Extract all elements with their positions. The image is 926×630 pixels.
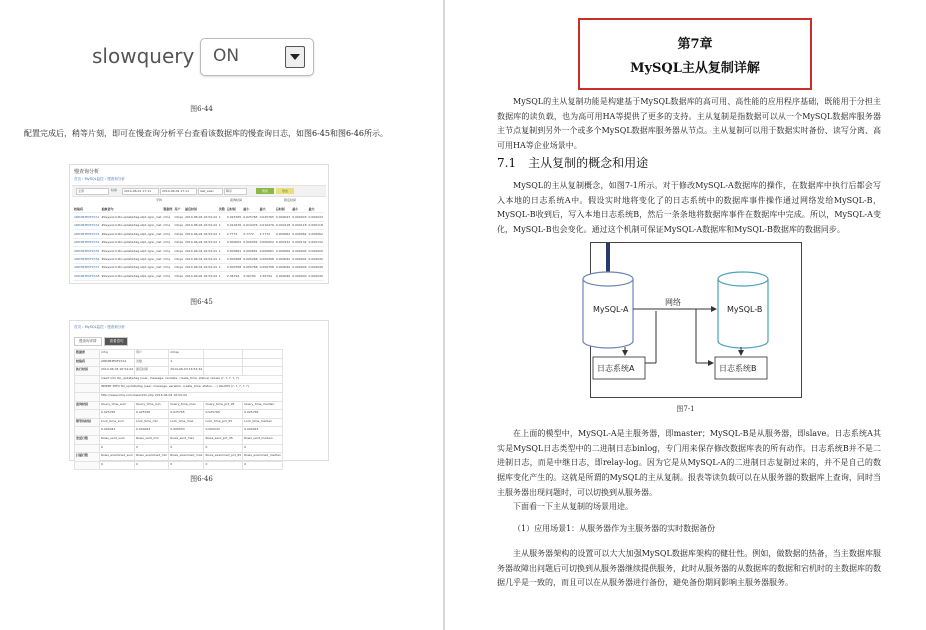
detail-value: Rows_sent_min — [135, 435, 169, 444]
table-cell: 0.000052 — [226, 238, 242, 246]
table-cell: 1 — [218, 263, 226, 271]
figure-caption-7-1: 图7-1 — [676, 405, 695, 413]
table-cell: 0.000052 — [259, 238, 275, 246]
breadcrumb: 首页 › MySQL监控 › 慢查询分析 — [74, 177, 125, 181]
table-cell: 0.000049 — [308, 263, 324, 271]
table-cell: 0.000132 — [308, 238, 324, 246]
table-cell: #keyword-tbl-update/tag-stp1-lgnn_inst — [100, 246, 162, 254]
table-cell: 1 — [218, 230, 226, 238]
table-header-cell[interactable]: 次数 — [218, 205, 226, 213]
group-headers — [70, 198, 328, 204]
detail-table — [74, 349, 283, 470]
detail-value: Lock_time_max — [169, 418, 204, 427]
table-cell: mhqe — [173, 213, 184, 221]
detail-value — [204, 367, 243, 376]
table-cell: 0.000118 — [275, 221, 291, 229]
table-header-cell[interactable]: 抽象语句 — [100, 205, 162, 213]
table-cell[interactable]: A8D2B3E0F97A3 — [73, 230, 100, 238]
table-header-row — [73, 205, 324, 213]
table-cell: 0.000661 — [242, 246, 258, 254]
detail-value — [243, 350, 283, 359]
detail-value: Lock_time_sum — [100, 418, 135, 427]
detail-value: 0 — [100, 444, 135, 453]
table-cell: 0.025765 — [226, 213, 242, 221]
detail-value: 2014-06-04 16:54:44 — [100, 367, 135, 376]
table-cell: 0.000000 — [308, 246, 324, 254]
table-cell: 0.000062 — [291, 230, 307, 238]
table-cell: mhqe — [173, 263, 184, 271]
detail-value: mhqe — [169, 350, 204, 359]
table-cell[interactable]: A8D2B3E0F97A5 — [73, 246, 100, 254]
log-a-label: 日志系统A — [597, 364, 635, 373]
table-cell: 0.000000 — [291, 246, 307, 254]
table-cell: 2014-06-04 16:54:44 — [184, 221, 218, 229]
table-header-cell[interactable]: 校验码 — [73, 205, 100, 213]
detail-value: Rows_examined_median — [243, 453, 283, 462]
table-cell: mhqe — [173, 230, 184, 238]
slowquery-setting — [90, 36, 320, 80]
search-button[interactable]: 搜索 — [256, 188, 274, 194]
table-cell: 2.36794 — [226, 272, 242, 280]
detail-value: Rows_sent_sum — [100, 435, 135, 444]
table-cell[interactable]: A8D2B3E0F97A6 — [73, 255, 100, 263]
table-cell: 0.000040 — [308, 272, 324, 280]
table-header-cell[interactable]: 最大 — [259, 205, 275, 213]
sort-order-select[interactable]: 降序 — [224, 188, 247, 195]
table-cell: 1 — [218, 213, 226, 221]
table-cell: 0.000062 — [308, 230, 324, 238]
table-cell: 1 — [218, 255, 226, 263]
table-cell: 1 — [218, 238, 226, 246]
table-cell[interactable]: A8D2B3E0F97A4 — [73, 238, 100, 246]
table-cell: 0.000042 — [291, 255, 307, 263]
detail-value — [243, 358, 283, 367]
group-header-query: 查询时间 — [230, 198, 243, 202]
slow-query-list-screenshot — [69, 164, 329, 284]
detail-value: 最后时间 — [135, 367, 169, 376]
table-cell: mhqe — [173, 255, 184, 263]
detail-value: Rows_sent_median — [243, 435, 283, 444]
table-cell: 0.010476 — [242, 221, 258, 229]
detail-value: Query_time_sum — [100, 401, 135, 410]
table-cell: 0.000000 — [275, 246, 291, 254]
detail-row — [75, 375, 283, 384]
detail-value — [204, 350, 243, 359]
model-paragraph: 在上面的模型中，MySQL-A是主服务器，即master；MySQL-B是从服务器，即slave。日志系统A其实是MySQL日志类型中的二进制日志binlog，专门用来保存修改数据库表的所有动作。日志系统B并不是二进制日志，而是中继日志，即relay-log。因为它是从MySQL-A的二进制日志复制过来的，并不是自己的数据库变化产生的。这就是所谓的MySQL的主从复制。报表等读负载可以在从服务器的数据库上查询，同时当主服务器出现问题时，可以切换到从服务器。 — [497, 429, 881, 497]
detail-label — [75, 384, 100, 393]
detail-value: Query_time_median — [243, 401, 283, 410]
table-cell: mhq — [162, 221, 173, 229]
table-row[interactable] — [73, 255, 324, 263]
table-cell: #keyword-tbl-update/tag-stp1-lgnn_inst — [100, 213, 162, 221]
table-cell: #keyword-tbl-update/tag-stp1-lgnn_inst — [100, 263, 162, 271]
table-cell: 1 — [218, 272, 226, 280]
detail-label: 锁等待时间 — [75, 418, 100, 427]
table-cell: 0.000040 — [291, 272, 307, 280]
sort-field-select[interactable]: last_exec — [198, 188, 223, 195]
slowquery-label: slowquery — [92, 44, 195, 68]
table-cell: 2014-06-04 16:54:44 — [184, 246, 218, 254]
table-header-cell[interactable]: 数据库 — [162, 205, 173, 213]
table-cell: 2014-06-04 16:54:44 — [184, 272, 218, 280]
breadcrumb: 首页 › MySQL监控 › 慢查询分析 — [74, 325, 125, 329]
table-cell: 0.000118 — [308, 221, 324, 229]
chapter-heading-box — [578, 18, 812, 90]
detail-label — [75, 392, 100, 401]
detail-row — [75, 435, 283, 444]
detail-value: Lock_time_pct_95 — [204, 418, 243, 427]
slowquery-select[interactable] — [200, 38, 314, 76]
mysql-a-label: MySQL-A — [593, 305, 629, 314]
table-cell: 0.000043 — [275, 213, 291, 221]
detail-value: 0.000043 — [204, 427, 243, 436]
detail-value: 0 — [204, 461, 243, 470]
table-cell: 2.36794 — [259, 272, 275, 280]
table-cell: #keyword-tbl-update/tag-stp1-lgnn_inst — [100, 221, 162, 229]
table-header-cell[interactable]: 总时间 — [275, 205, 291, 213]
figure-caption-6-44: 图6-44 — [190, 105, 213, 113]
detail-row — [75, 418, 283, 427]
table-cell: 0.000118 — [291, 221, 307, 229]
detail-value: Query_time_min — [135, 401, 169, 410]
table-cell: 0.000040 — [275, 272, 291, 280]
mysql-b-label: MySQL-B — [727, 305, 763, 314]
filter-bar — [72, 185, 326, 197]
detail-value: 2014-06-04 16:54:44 — [169, 367, 204, 376]
scenario-1-paragraph: 主从服务器架构的设置可以大大加强MySQL数据库架构的健壮性。例如，做数据的热备，当主数据库服务器故障出问题后可切换到从服务器继续提供服务，此时从服务器的从数据库的数据和宕机时的主数据库的数据几乎是一致的，而且可以在从服务器进行备份，避免备份期间影响主服务器服务。 — [497, 549, 881, 588]
table-cell: #keyword-tbl-update/tag-stp1-lgnn_inst — [100, 238, 162, 246]
table-cell: 0.010476 — [259, 221, 275, 229]
chapter-intro: MySQL的主从复制功能是构建基于MySQL数据库的高可用、高性能的应用程序基础，既能用于分担主数据库的读负载，也为高可用HA等提供了更多的支持。主从复制是指数据可以从一个MySQL数据库服务器主节点复制到另外一个或多个MySQL数据库服务器从节点。主从复制可以用于数据实时备份、读写分离、高可用HA等企业场景中。 — [497, 97, 881, 151]
chapter-number: 第7章 — [677, 37, 713, 52]
table-cell: 2.7772 — [242, 230, 258, 238]
table-cell[interactable]: A8D2B3E0F97A2 — [73, 221, 100, 229]
table-cell: mhqe — [173, 238, 184, 246]
right-page — [445, 0, 926, 630]
table-header-cell[interactable]: 最后时间 — [184, 205, 218, 213]
end-time-input[interactable]: 2014-06-04 17:11 — [160, 188, 197, 195]
detail-value: 0.000043 — [135, 427, 169, 436]
table-cell: 0.000042 — [308, 255, 324, 263]
detail-label — [75, 461, 100, 470]
detail-value: 0 — [100, 461, 135, 470]
detail-value: 0.000043 — [243, 427, 283, 436]
detail-value: Rows_examined_max — [169, 453, 204, 462]
detail-value: 0 — [135, 444, 169, 453]
detail-label: 数据库 — [75, 350, 100, 359]
table-cell: 2014-06-04 16:54:44 — [184, 238, 218, 246]
table-cell[interactable]: A8D2B3E0F97A1 — [73, 213, 100, 221]
table-cell: 2.36794 — [242, 272, 258, 280]
export-button[interactable]: 导出 — [276, 188, 294, 194]
scenario-1-heading: （1）应用场景1：从服务器作为主服务器的实时数据备份 — [513, 524, 716, 533]
detail-row — [75, 350, 283, 359]
replication-diagram — [590, 242, 802, 398]
table-cell: 0.025765 — [242, 213, 258, 221]
detail-value: 0.025765 — [100, 410, 135, 419]
table-cell: 2.7772 — [259, 230, 275, 238]
table-cell: 0.000049 — [291, 263, 307, 271]
db-filter[interactable]: 全部 — [76, 188, 109, 195]
table-cell: #keyword-tbl-update/tag-stp1-lgnn_inst — [100, 272, 162, 280]
detail-value: 0.025765 — [169, 410, 204, 419]
detail-label: 校验码 — [75, 358, 100, 367]
tab-detail[interactable]: 慢查询详情 — [74, 337, 102, 346]
detail-value: 0 — [204, 444, 243, 453]
table-cell: mhqe — [173, 272, 184, 280]
detail-value: Rows_sent_pct_95 — [204, 435, 243, 444]
detail-row — [75, 367, 283, 376]
slowquery-value: ON — [213, 46, 240, 66]
table-cell: #keyword-tbl-update/tag-stp1-lgnn_inst — [100, 255, 162, 263]
detail-value: 0 — [243, 461, 283, 470]
table-header-cell[interactable]: 用户 — [173, 205, 184, 213]
detail-row — [75, 453, 283, 462]
detail-value: insert into tbl_update/tag (user, message, variable, create_time, status) values (?, ?, ?, ?, ?) — [100, 375, 283, 384]
detail-value: Rows_sent_max — [169, 435, 204, 444]
detail-value: Rows_examined_sum — [100, 453, 135, 462]
table-cell: 0.000042 — [275, 255, 291, 263]
table-cell: 1 — [218, 246, 226, 254]
detail-value: 0.025765 — [135, 410, 169, 419]
table-cell: 0.000049 — [275, 263, 291, 271]
body-paragraph: 配置完成后，稍等片刻，即可在慢查询分析平台查看该数据库的慢查询日志，如图6-45和图6-46所示。 — [24, 129, 388, 138]
detail-value: Lock_time_median — [243, 418, 283, 427]
detail-row — [75, 401, 283, 410]
table-header-cell[interactable]: 最大 — [308, 205, 324, 213]
detail-tabs — [74, 337, 130, 345]
section-heading: 7.1 主从复制的概念和用途 — [497, 156, 649, 170]
detail-value: 0 — [169, 461, 204, 470]
screenshot-title: 慢查询分析 — [74, 169, 100, 175]
table-cell: mhq — [162, 230, 173, 238]
detail-row — [75, 427, 283, 436]
table-row[interactable] — [73, 272, 324, 280]
table-cell: 0.010476 — [226, 221, 242, 229]
figure-caption-6-46: 图6-46 — [190, 475, 213, 483]
table-header-cell[interactable]: 最小 — [291, 205, 307, 213]
table-header-cell[interactable]: 总时间 — [226, 205, 242, 213]
table-cell: mhq — [162, 255, 173, 263]
detail-value: mhq — [100, 350, 135, 359]
detail-value: 次数 — [135, 358, 169, 367]
network-label: 网络 — [665, 298, 681, 307]
detail-value: 0.000043 — [169, 427, 204, 436]
detail-row — [75, 444, 283, 453]
detail-label: 扫描行数 — [75, 453, 100, 462]
table-cell: 0.000268 — [259, 255, 275, 263]
detail-row — [75, 358, 283, 367]
detail-value — [204, 358, 243, 367]
detail-row — [75, 461, 283, 470]
table-cell: 0.000062 — [275, 230, 291, 238]
tab-statement[interactable]: 查看语句 — [104, 337, 128, 346]
table-cell: 0.000768 — [242, 263, 258, 271]
slow-query-table — [73, 205, 324, 281]
table-cell: 2.7772 — [226, 230, 242, 238]
table-cell[interactable]: A8D2B3E0F97A8 — [73, 272, 100, 280]
slow-query-detail-screenshot — [69, 320, 329, 466]
detail-row — [75, 410, 283, 419]
detail-value: 用户 — [135, 350, 169, 359]
table-row[interactable] — [73, 221, 324, 229]
table-row[interactable] — [73, 213, 324, 221]
group-header-lock: 锁定时间 — [284, 198, 297, 202]
detail-value: INSERT INTO tbl_update/tag (user, message, variable, create_time, status, ...) VALUES (?, ?, ?, ?, ?) — [100, 384, 283, 393]
table-cell: mhqe — [173, 246, 184, 254]
time-label: 时间 — [111, 188, 118, 192]
table-cell: 2014-06-04 16:54:44 — [184, 255, 218, 263]
table-cell: 2014-06-04 16:54:44 — [184, 230, 218, 238]
detail-value: Lock_time_min — [135, 418, 169, 427]
table-cell: 0.025765 — [259, 213, 275, 221]
table-cell: 0.000268 — [226, 255, 242, 263]
detail-label — [75, 444, 100, 453]
table-cell: 0.000052 — [242, 238, 258, 246]
detail-value: 0.025765 — [243, 410, 283, 419]
start-time-input[interactable]: 2014-06-01 17:11 — [122, 188, 159, 195]
section-paragraph: MySQL的主从复制概念，如图7-1所示。对于修改MySQL-A数据库的操作，在数据库中执行后都会写入本地的日志系统A中。假设实时地将变化了的日志系统中的数据库事件操作通过网络发给MySQL-B，MySQL-B收到后，写入本地日志系统B，然后一条条地将数据库事件在数据库中完成。所以，MySQL-A变化，MySQL-B也会变化。通过这个机制可保证MySQL-A数据库和MySQL-B数据库的数据同步。 — [497, 181, 881, 235]
figure-caption-6-45: 图6-45 — [190, 298, 213, 306]
table-row[interactable] — [73, 246, 324, 254]
detail-label — [75, 427, 100, 436]
table-cell: mhqe — [173, 221, 184, 229]
detail-value: 1 — [169, 358, 204, 367]
table-cell: mhq — [162, 263, 173, 271]
detail-value: Rows_examined_pct_95 — [204, 453, 243, 462]
table-cell: 0.000132 — [291, 238, 307, 246]
table-cell: mhq — [162, 246, 173, 254]
chapter-title: MySQL主从复制详解 — [630, 61, 760, 76]
detail-value: 0 — [135, 461, 169, 470]
detail-row — [75, 384, 283, 393]
scenario-intro: 下面看一下主从复制的场景用途。 — [513, 502, 633, 511]
table-cell: 0.000268 — [242, 255, 258, 263]
table-cell: 2014-06-04 16:54:44 — [184, 263, 218, 271]
left-page — [0, 0, 443, 630]
table-cell: 2014-06-04 16:54:44 — [184, 213, 218, 221]
chevron-down-icon[interactable] — [285, 46, 305, 68]
table-cell[interactable]: A8D2B3E0F97A7 — [73, 263, 100, 271]
detail-label: 发送行数 — [75, 435, 100, 444]
group-header-avg: 平均 — [156, 198, 163, 202]
table-cell: 0.000043 — [291, 213, 307, 221]
table-cell: 0.000768 — [259, 263, 275, 271]
table-row[interactable] — [73, 263, 324, 271]
detail-value: Query_time_max — [169, 401, 204, 410]
detail-value: Query_time_pct_95 — [204, 401, 243, 410]
table-cell: 0.000043 — [308, 213, 324, 221]
table-cell: mhq — [162, 272, 173, 280]
table-row[interactable] — [73, 238, 324, 246]
table-cell: 0.000661 — [226, 246, 242, 254]
log-b-label: 日志系统B — [719, 364, 757, 373]
detail-value: 0 — [243, 444, 283, 453]
detail-label: 查询时间 — [75, 401, 100, 410]
table-cell: mhq — [162, 213, 173, 221]
table-cell: 0.000768 — [226, 263, 242, 271]
detail-label — [75, 410, 100, 419]
detail-value: http://www.mhq.com/www/info.php 2014-06-04 16:54:44 — [100, 392, 283, 401]
table-cell: mhq — [162, 238, 173, 246]
detail-value: A8D2B3E0F97A1 — [100, 358, 135, 367]
table-cell: #keyword-tbl-update/tag-stp1-lgnn_inst — [100, 230, 162, 238]
detail-value — [243, 367, 283, 376]
detail-label: 执行时间 — [75, 367, 100, 376]
detail-label — [75, 375, 100, 384]
table-cell: 0.000132 — [275, 238, 291, 246]
detail-value: 0.025765 — [204, 410, 243, 419]
detail-row — [75, 392, 283, 401]
table-cell: 1 — [218, 221, 226, 229]
detail-value: 0 — [169, 444, 204, 453]
detail-value: Rows_examined_min — [135, 453, 169, 462]
table-row[interactable] — [73, 230, 324, 238]
detail-value: 0.000043 — [100, 427, 135, 436]
table-cell: 0.000661 — [259, 246, 275, 254]
table-header-cell[interactable]: 最小 — [242, 205, 258, 213]
